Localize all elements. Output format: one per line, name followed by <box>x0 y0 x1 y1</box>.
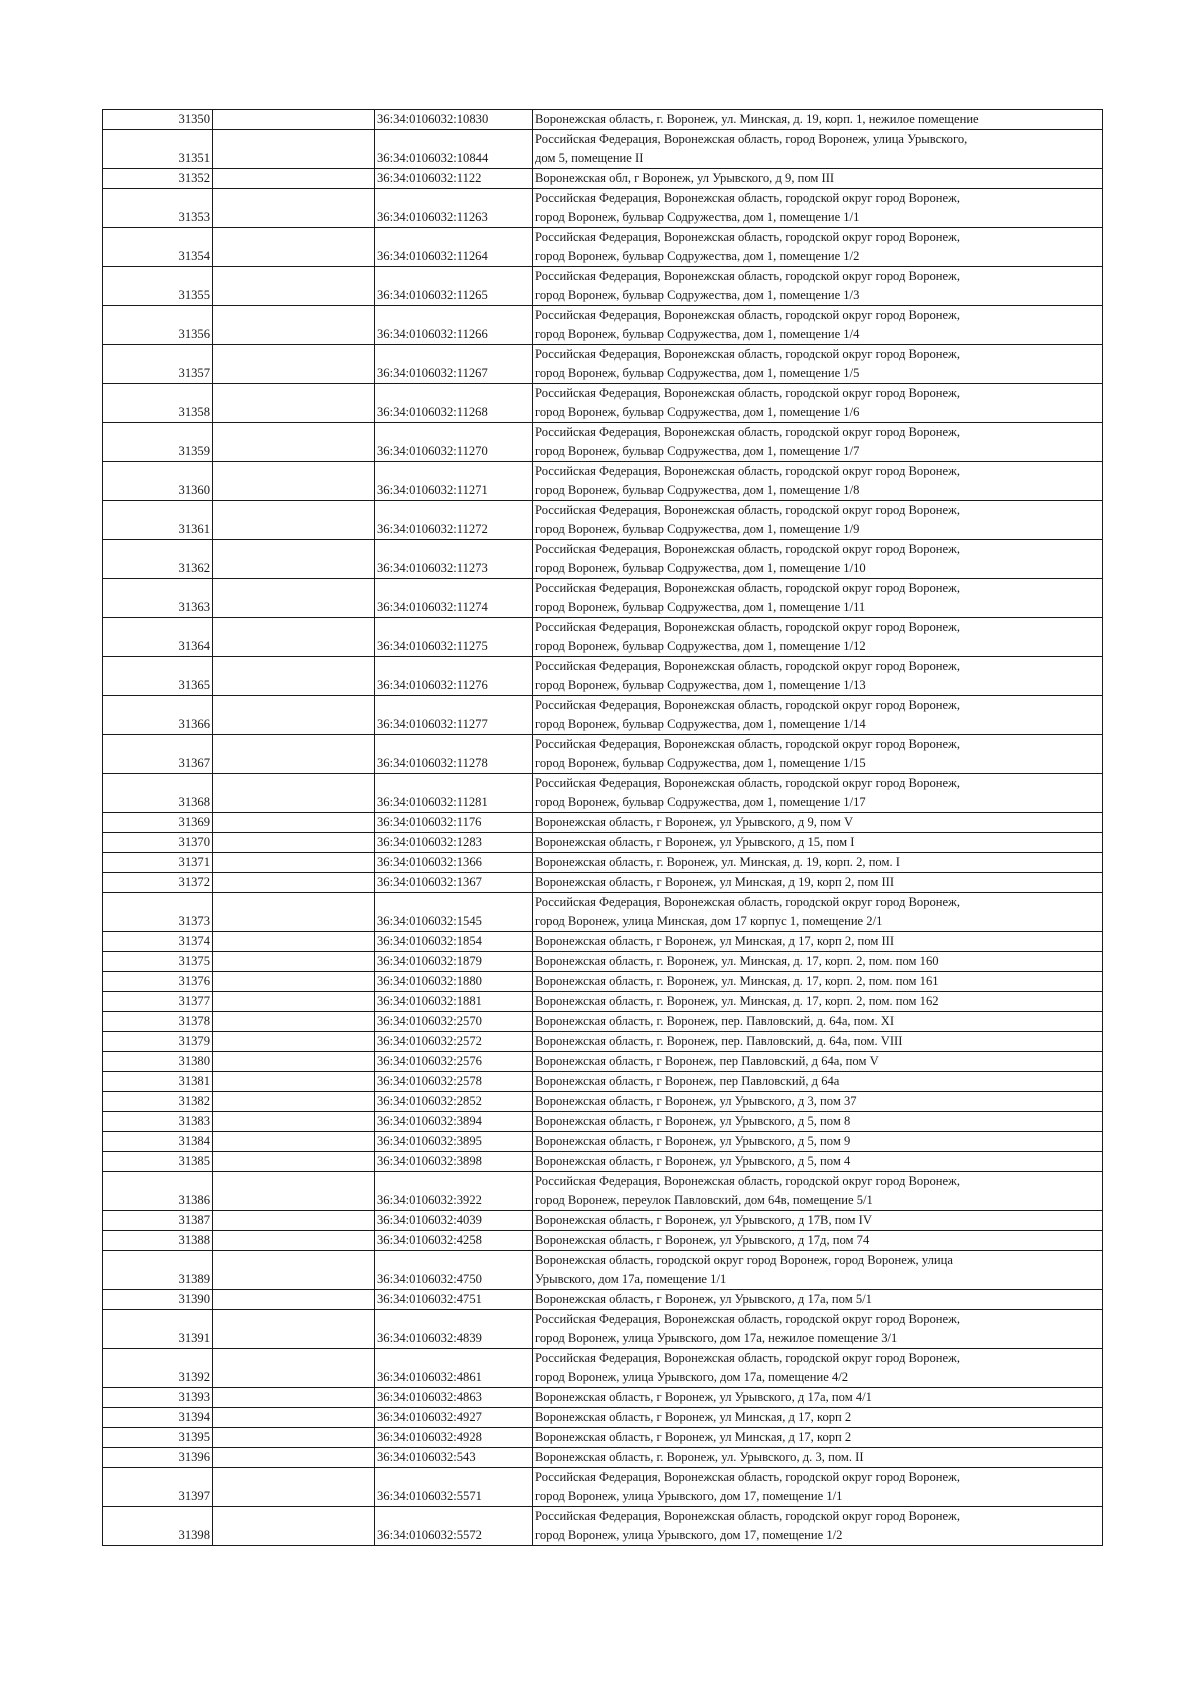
row-number-cell: 31379 <box>103 1032 213 1052</box>
table-row <box>103 1231 1103 1251</box>
row-number-cell: 31358 <box>103 384 213 423</box>
empty-cell <box>213 169 375 189</box>
empty-cell <box>213 813 375 833</box>
table-row <box>103 130 1103 169</box>
empty-cell <box>213 306 375 345</box>
table-row <box>103 992 1103 1012</box>
cadastral-number-cell: 36:34:0106032:11281 <box>375 774 533 813</box>
cadastral-number-cell: 36:34:0106032:2572 <box>375 1032 533 1052</box>
row-number-cell: 31350 <box>103 110 213 130</box>
address-cell: Воронежская область, г Воронеж, ул Урывского, д 17д, пом 74 <box>533 1231 1103 1251</box>
cadastral-number-cell: 36:34:0106032:11274 <box>375 579 533 618</box>
empty-cell <box>213 873 375 893</box>
table-row <box>103 932 1103 952</box>
empty-cell <box>213 345 375 384</box>
row-number-cell: 31355 <box>103 267 213 306</box>
empty-cell <box>213 1132 375 1152</box>
address-cell: Воронежская область, г Воронеж, ул Минская, д 17, корп 2 <box>533 1428 1103 1448</box>
row-number-cell: 31376 <box>103 972 213 992</box>
row-number-cell: 31365 <box>103 657 213 696</box>
table-row <box>103 873 1103 893</box>
row-number-cell: 31380 <box>103 1052 213 1072</box>
address-cell: Воронежская область, г. Воронеж, ул. Минская, д. 17, корп. 2, пом. пом 162 <box>533 992 1103 1012</box>
empty-cell <box>213 1032 375 1052</box>
row-number-cell: 31372 <box>103 873 213 893</box>
address-cell: Воронежская область, г. Воронеж, ул. Минская, д. 17, корп. 2, пом. пом 161 <box>533 972 1103 992</box>
cadastral-number-cell: 36:34:0106032:3922 <box>375 1172 533 1211</box>
table-row <box>103 774 1103 813</box>
table-row <box>103 1152 1103 1172</box>
cadastral-number-cell: 36:34:0106032:1545 <box>375 893 533 932</box>
cadastral-number-cell: 36:34:0106032:543 <box>375 1448 533 1468</box>
address-cell: Российская Федерация, Воронежская область, городской округ город Воронеж, город Воронеж, бульвар Содружества, дом 1, помещение 1/7 <box>533 423 1103 462</box>
row-number-cell: 31386 <box>103 1172 213 1211</box>
empty-cell <box>213 1310 375 1349</box>
address-cell: Российская Федерация, Воронежская область, городской округ город Воронеж, город Воронеж, бульвар Содружества, дом 1, помещение 1/5 <box>533 345 1103 384</box>
cadastral-number-cell: 36:34:0106032:1176 <box>375 813 533 833</box>
cadastral-number-cell: 36:34:0106032:1283 <box>375 833 533 853</box>
row-number-cell: 31352 <box>103 169 213 189</box>
registry-table-body <box>103 110 1103 1546</box>
cadastral-number-cell: 36:34:0106032:3895 <box>375 1132 533 1152</box>
cadastral-number-cell: 36:34:0106032:4861 <box>375 1349 533 1388</box>
empty-cell <box>213 1468 375 1507</box>
empty-cell <box>213 384 375 423</box>
empty-cell <box>213 540 375 579</box>
cadastral-number-cell: 36:34:0106032:2578 <box>375 1072 533 1092</box>
address-cell: Российская Федерация, Воронежская область, городской округ город Воронеж, город Воронеж, бульвар Содружества, дом 1, помещение 1/14 <box>533 696 1103 735</box>
empty-cell <box>213 579 375 618</box>
address-cell: Воронежская область, г. Воронеж, ул. Минская, д. 19, корп. 2, пом. I <box>533 853 1103 873</box>
address-cell: Воронежская область, г Воронеж, ул Урывского, д 17а, пом 4/1 <box>533 1388 1103 1408</box>
row-number-cell: 31387 <box>103 1211 213 1231</box>
table-row <box>103 1388 1103 1408</box>
address-cell: Российская Федерация, Воронежская область, городской округ город Воронеж, город Воронеж, улица Урывского, дом 17, помещение 1/1 <box>533 1468 1103 1507</box>
cadastral-number-cell: 36:34:0106032:11278 <box>375 735 533 774</box>
address-cell: Воронежская область, г. Воронеж, ул. Минская, д. 17, корп. 2, пом. пом 160 <box>533 952 1103 972</box>
table-row <box>103 972 1103 992</box>
cadastral-number-cell: 36:34:0106032:10830 <box>375 110 533 130</box>
row-number-cell: 31381 <box>103 1072 213 1092</box>
address-cell: Российская Федерация, Воронежская область, городской округ город Воронеж, город Воронеж, улица Урывского, дом 17, помещение 1/2 <box>533 1507 1103 1546</box>
address-cell: Воронежская область, г Воронеж, пер Павловский, д 64а <box>533 1072 1103 1092</box>
empty-cell <box>213 1428 375 1448</box>
address-cell: Воронежская обл, г Воронеж, ул Урывского, д 9, пом III <box>533 169 1103 189</box>
address-cell: Воронежская область, г Воронеж, пер Павловский, д 64а, пом V <box>533 1052 1103 1072</box>
table-row <box>103 1112 1103 1132</box>
row-number-cell: 31361 <box>103 501 213 540</box>
empty-cell <box>213 462 375 501</box>
table-row <box>103 1448 1103 1468</box>
table-row <box>103 228 1103 267</box>
empty-cell <box>213 110 375 130</box>
address-cell: Российская Федерация, Воронежская область, городской округ город Воронеж, город Воронеж, бульвар Содружества, дом 1, помещение 1/3 <box>533 267 1103 306</box>
table-row <box>103 1211 1103 1231</box>
table-row <box>103 1251 1103 1290</box>
cadastral-number-cell: 36:34:0106032:11266 <box>375 306 533 345</box>
table-row <box>103 1052 1103 1072</box>
cadastral-number-cell: 36:34:0106032:1880 <box>375 972 533 992</box>
table-row <box>103 657 1103 696</box>
empty-cell <box>213 833 375 853</box>
address-cell: Воронежская область, г Воронеж, ул Урывского, д 17а, пом 5/1 <box>533 1290 1103 1310</box>
row-number-cell: 31353 <box>103 189 213 228</box>
address-cell: Российская Федерация, Воронежская область, городской округ город Воронеж, город Воронеж, переулок Павловский, дом 64в, помещение 5/1 <box>533 1172 1103 1211</box>
empty-cell <box>213 1290 375 1310</box>
address-cell: Воронежская область, г. Воронеж, пер. Павловский, д. 64а, пом. VIII <box>533 1032 1103 1052</box>
row-number-cell: 31388 <box>103 1231 213 1251</box>
address-cell: Российская Федерация, Воронежская область, городской округ город Воронеж, город Воронеж, бульвар Содружества, дом 1, помещение 1/2 <box>533 228 1103 267</box>
address-cell: Российская Федерация, Воронежская область, городской округ город Воронеж, город Воронеж, бульвар Содружества, дом 1, помещение 1/12 <box>533 618 1103 657</box>
empty-cell <box>213 1211 375 1231</box>
address-cell: Воронежская область, г Воронеж, ул Урывского, д 3, пом 37 <box>533 1092 1103 1112</box>
address-cell: Российская Федерация, Воронежская область, городской округ город Воронеж, город Воронеж, бульвар Содружества, дом 1, помещение 1/1 <box>533 189 1103 228</box>
row-number-cell: 31364 <box>103 618 213 657</box>
row-number-cell: 31360 <box>103 462 213 501</box>
address-cell: Воронежская область, г Воронеж, ул Урывского, д 5, пом 8 <box>533 1112 1103 1132</box>
cadastral-number-cell: 36:34:0106032:11277 <box>375 696 533 735</box>
row-number-cell: 31383 <box>103 1112 213 1132</box>
empty-cell <box>213 1408 375 1428</box>
address-cell: Российская Федерация, Воронежская область, городской округ город Воронеж, город Воронеж, бульвар Содружества, дом 1, помещение 1/15 <box>533 735 1103 774</box>
table-row <box>103 813 1103 833</box>
empty-cell <box>213 189 375 228</box>
address-cell: Российская Федерация, Воронежская область, городской округ город Воронеж, город Воронеж, бульвар Содружества, дом 1, помещение 1/11 <box>533 579 1103 618</box>
table-row <box>103 1349 1103 1388</box>
empty-cell <box>213 1448 375 1468</box>
empty-cell <box>213 1231 375 1251</box>
cadastral-number-cell: 36:34:0106032:11270 <box>375 423 533 462</box>
table-row <box>103 1132 1103 1152</box>
table-row <box>103 1507 1103 1546</box>
row-number-cell: 31356 <box>103 306 213 345</box>
table-row <box>103 1072 1103 1092</box>
address-cell: Российская Федерация, Воронежская область, город Воронеж, улица Урывского, дом 5, помещение II <box>533 130 1103 169</box>
cadastral-number-cell: 36:34:0106032:4839 <box>375 1310 533 1349</box>
row-number-cell: 31394 <box>103 1408 213 1428</box>
cadastral-number-cell: 36:34:0106032:4039 <box>375 1211 533 1231</box>
table-row <box>103 1408 1103 1428</box>
table-row <box>103 423 1103 462</box>
cadastral-number-cell: 36:34:0106032:5571 <box>375 1468 533 1507</box>
address-cell: Воронежская область, г Воронеж, ул Урывского, д 15, пом I <box>533 833 1103 853</box>
row-number-cell: 31392 <box>103 1349 213 1388</box>
cadastral-number-cell: 36:34:0106032:11275 <box>375 618 533 657</box>
empty-cell <box>213 952 375 972</box>
row-number-cell: 31354 <box>103 228 213 267</box>
row-number-cell: 31366 <box>103 696 213 735</box>
address-cell: Российская Федерация, Воронежская область, городской округ город Воронеж, город Воронеж, бульвар Содружества, дом 1, помещение 1/17 <box>533 774 1103 813</box>
address-cell: Воронежская область, городской округ город Воронеж, город Воронеж, улица Урывского, дом 17а, помещение 1/1 <box>533 1251 1103 1290</box>
row-number-cell: 31393 <box>103 1388 213 1408</box>
empty-cell <box>213 932 375 952</box>
table-row <box>103 462 1103 501</box>
empty-cell <box>213 1152 375 1172</box>
row-number-cell: 31384 <box>103 1132 213 1152</box>
table-row <box>103 1172 1103 1211</box>
row-number-cell: 31371 <box>103 853 213 873</box>
cadastral-number-cell: 36:34:0106032:4927 <box>375 1408 533 1428</box>
empty-cell <box>213 228 375 267</box>
table-row <box>103 540 1103 579</box>
row-number-cell: 31367 <box>103 735 213 774</box>
address-cell: Российская Федерация, Воронежская область, городской округ город Воронеж, город Воронеж, бульвар Содружества, дом 1, помещение 1/13 <box>533 657 1103 696</box>
table-row <box>103 1468 1103 1507</box>
row-number-cell: 31398 <box>103 1507 213 1546</box>
empty-cell <box>213 1251 375 1290</box>
address-cell: Российская Федерация, Воронежская область, городской округ город Воронеж, город Воронеж, бульвар Содружества, дом 1, помещение 1/8 <box>533 462 1103 501</box>
empty-cell <box>213 853 375 873</box>
empty-cell <box>213 1507 375 1546</box>
row-number-cell: 31385 <box>103 1152 213 1172</box>
empty-cell <box>213 893 375 932</box>
table-row <box>103 952 1103 972</box>
row-number-cell: 31390 <box>103 1290 213 1310</box>
row-number-cell: 31396 <box>103 1448 213 1468</box>
address-cell: Воронежская область, г. Воронеж, пер. Павловский, д. 64а, пом. XI <box>533 1012 1103 1032</box>
cadastral-number-cell: 36:34:0106032:11267 <box>375 345 533 384</box>
cadastral-number-cell: 36:34:0106032:4750 <box>375 1251 533 1290</box>
cadastral-number-cell: 36:34:0106032:11272 <box>375 501 533 540</box>
empty-cell <box>213 696 375 735</box>
empty-cell <box>213 130 375 169</box>
empty-cell <box>213 267 375 306</box>
cadastral-number-cell: 36:34:0106032:11263 <box>375 189 533 228</box>
row-number-cell: 31370 <box>103 833 213 853</box>
cadastral-number-cell: 36:34:0106032:11265 <box>375 267 533 306</box>
table-row <box>103 345 1103 384</box>
cadastral-number-cell: 36:34:0106032:11271 <box>375 462 533 501</box>
row-number-cell: 31391 <box>103 1310 213 1349</box>
cadastral-number-cell: 36:34:0106032:1367 <box>375 873 533 893</box>
empty-cell <box>213 774 375 813</box>
table-row <box>103 735 1103 774</box>
empty-cell <box>213 1349 375 1388</box>
table-row <box>103 1092 1103 1112</box>
empty-cell <box>213 618 375 657</box>
cadastral-number-cell: 36:34:0106032:2852 <box>375 1092 533 1112</box>
table-row <box>103 893 1103 932</box>
cadastral-number-cell: 36:34:0106032:1122 <box>375 169 533 189</box>
row-number-cell: 31369 <box>103 813 213 833</box>
table-row <box>103 267 1103 306</box>
address-cell: Воронежская область, г Воронеж, ул Минская, д 19, корп 2, пом III <box>533 873 1103 893</box>
table-row <box>103 833 1103 853</box>
table-row <box>103 384 1103 423</box>
address-cell: Воронежская область, г. Воронеж, ул. Урывского, д. 3, пом. II <box>533 1448 1103 1468</box>
row-number-cell: 31374 <box>103 932 213 952</box>
empty-cell <box>213 972 375 992</box>
row-number-cell: 31357 <box>103 345 213 384</box>
cadastral-number-cell: 36:34:0106032:1366 <box>375 853 533 873</box>
empty-cell <box>213 1012 375 1032</box>
row-number-cell: 31382 <box>103 1092 213 1112</box>
empty-cell <box>213 423 375 462</box>
cadastral-number-cell: 36:34:0106032:10844 <box>375 130 533 169</box>
empty-cell <box>213 1072 375 1092</box>
address-cell: Воронежская область, г. Воронеж, ул. Минская, д. 19, корп. 1, нежилое помещение <box>533 110 1103 130</box>
row-number-cell: 31363 <box>103 579 213 618</box>
cadastral-number-cell: 36:34:0106032:11264 <box>375 228 533 267</box>
table-row <box>103 189 1103 228</box>
cadastral-number-cell: 36:34:0106032:3898 <box>375 1152 533 1172</box>
empty-cell <box>213 1092 375 1112</box>
cadastral-number-cell: 36:34:0106032:11268 <box>375 384 533 423</box>
table-row <box>103 1310 1103 1349</box>
cadastral-number-cell: 36:34:0106032:4863 <box>375 1388 533 1408</box>
address-cell: Российская Федерация, Воронежская область, городской округ город Воронеж, город Воронеж, бульвар Содружества, дом 1, помещение 1/9 <box>533 501 1103 540</box>
registry-table <box>102 109 1103 1546</box>
row-number-cell: 31375 <box>103 952 213 972</box>
address-cell: Российская Федерация, Воронежская область, городской округ город Воронеж, город Воронеж, улица Урывского, дом 17а, помещение 4/2 <box>533 1349 1103 1388</box>
table-row <box>103 853 1103 873</box>
cadastral-number-cell: 36:34:0106032:11273 <box>375 540 533 579</box>
address-cell: Российская Федерация, Воронежская область, городской округ город Воронеж, город Воронеж, бульвар Содружества, дом 1, помещение 1/4 <box>533 306 1103 345</box>
cadastral-number-cell: 36:34:0106032:4751 <box>375 1290 533 1310</box>
address-cell: Российская Федерация, Воронежская область, городской округ город Воронеж, город Воронеж, улица Минская, дом 17 корпус 1, помещение 2/1 <box>533 893 1103 932</box>
empty-cell <box>213 1052 375 1072</box>
address-cell: Воронежская область, г Воронеж, ул Урывского, д 5, пом 4 <box>533 1152 1103 1172</box>
table-row <box>103 110 1103 130</box>
table-row <box>103 1012 1103 1032</box>
empty-cell <box>213 1172 375 1211</box>
table-row <box>103 618 1103 657</box>
cadastral-number-cell: 36:34:0106032:3894 <box>375 1112 533 1132</box>
cadastral-number-cell: 36:34:0106032:11276 <box>375 657 533 696</box>
address-cell: Российская Федерация, Воронежская область, городской округ город Воронеж, город Воронеж, улица Урывского, дом 17а, нежилое помещение 3/1 <box>533 1310 1103 1349</box>
cadastral-number-cell: 36:34:0106032:5572 <box>375 1507 533 1546</box>
empty-cell <box>213 501 375 540</box>
address-cell: Воронежская область, г Воронеж, ул Урывского, д 17В, пом IV <box>533 1211 1103 1231</box>
row-number-cell: 31389 <box>103 1251 213 1290</box>
cadastral-number-cell: 36:34:0106032:4258 <box>375 1231 533 1251</box>
table-row <box>103 579 1103 618</box>
empty-cell <box>213 735 375 774</box>
cadastral-number-cell: 36:34:0106032:1854 <box>375 932 533 952</box>
cadastral-number-cell: 36:34:0106032:1881 <box>375 992 533 1012</box>
cadastral-number-cell: 36:34:0106032:1879 <box>375 952 533 972</box>
table-row <box>103 1428 1103 1448</box>
empty-cell <box>213 657 375 696</box>
row-number-cell: 31378 <box>103 1012 213 1032</box>
table-row <box>103 306 1103 345</box>
empty-cell <box>213 992 375 1012</box>
table-row <box>103 169 1103 189</box>
cadastral-number-cell: 36:34:0106032:2570 <box>375 1012 533 1032</box>
cadastral-number-cell: 36:34:0106032:2576 <box>375 1052 533 1072</box>
row-number-cell: 31397 <box>103 1468 213 1507</box>
empty-cell <box>213 1388 375 1408</box>
address-cell: Воронежская область, г Воронеж, ул Урывского, д 5, пом 9 <box>533 1132 1103 1152</box>
address-cell: Российская Федерация, Воронежская область, городской округ город Воронеж, город Воронеж, бульвар Содружества, дом 1, помещение 1/6 <box>533 384 1103 423</box>
address-cell: Воронежская область, г Воронеж, ул Минская, д 17, корп 2 <box>533 1408 1103 1428</box>
cadastral-number-cell: 36:34:0106032:4928 <box>375 1428 533 1448</box>
row-number-cell: 31373 <box>103 893 213 932</box>
row-number-cell: 31351 <box>103 130 213 169</box>
row-number-cell: 31368 <box>103 774 213 813</box>
address-cell: Воронежская область, г Воронеж, ул Урывского, д 9, пом V <box>533 813 1103 833</box>
row-number-cell: 31362 <box>103 540 213 579</box>
table-row <box>103 501 1103 540</box>
row-number-cell: 31359 <box>103 423 213 462</box>
row-number-cell: 31377 <box>103 992 213 1012</box>
row-number-cell: 31395 <box>103 1428 213 1448</box>
table-row <box>103 1290 1103 1310</box>
table-row <box>103 696 1103 735</box>
table-row <box>103 1032 1103 1052</box>
address-cell: Воронежская область, г Воронеж, ул Минская, д 17, корп 2, пом III <box>533 932 1103 952</box>
empty-cell <box>213 1112 375 1132</box>
address-cell: Российская Федерация, Воронежская область, городской округ город Воронеж, город Воронеж, бульвар Содружества, дом 1, помещение 1/10 <box>533 540 1103 579</box>
